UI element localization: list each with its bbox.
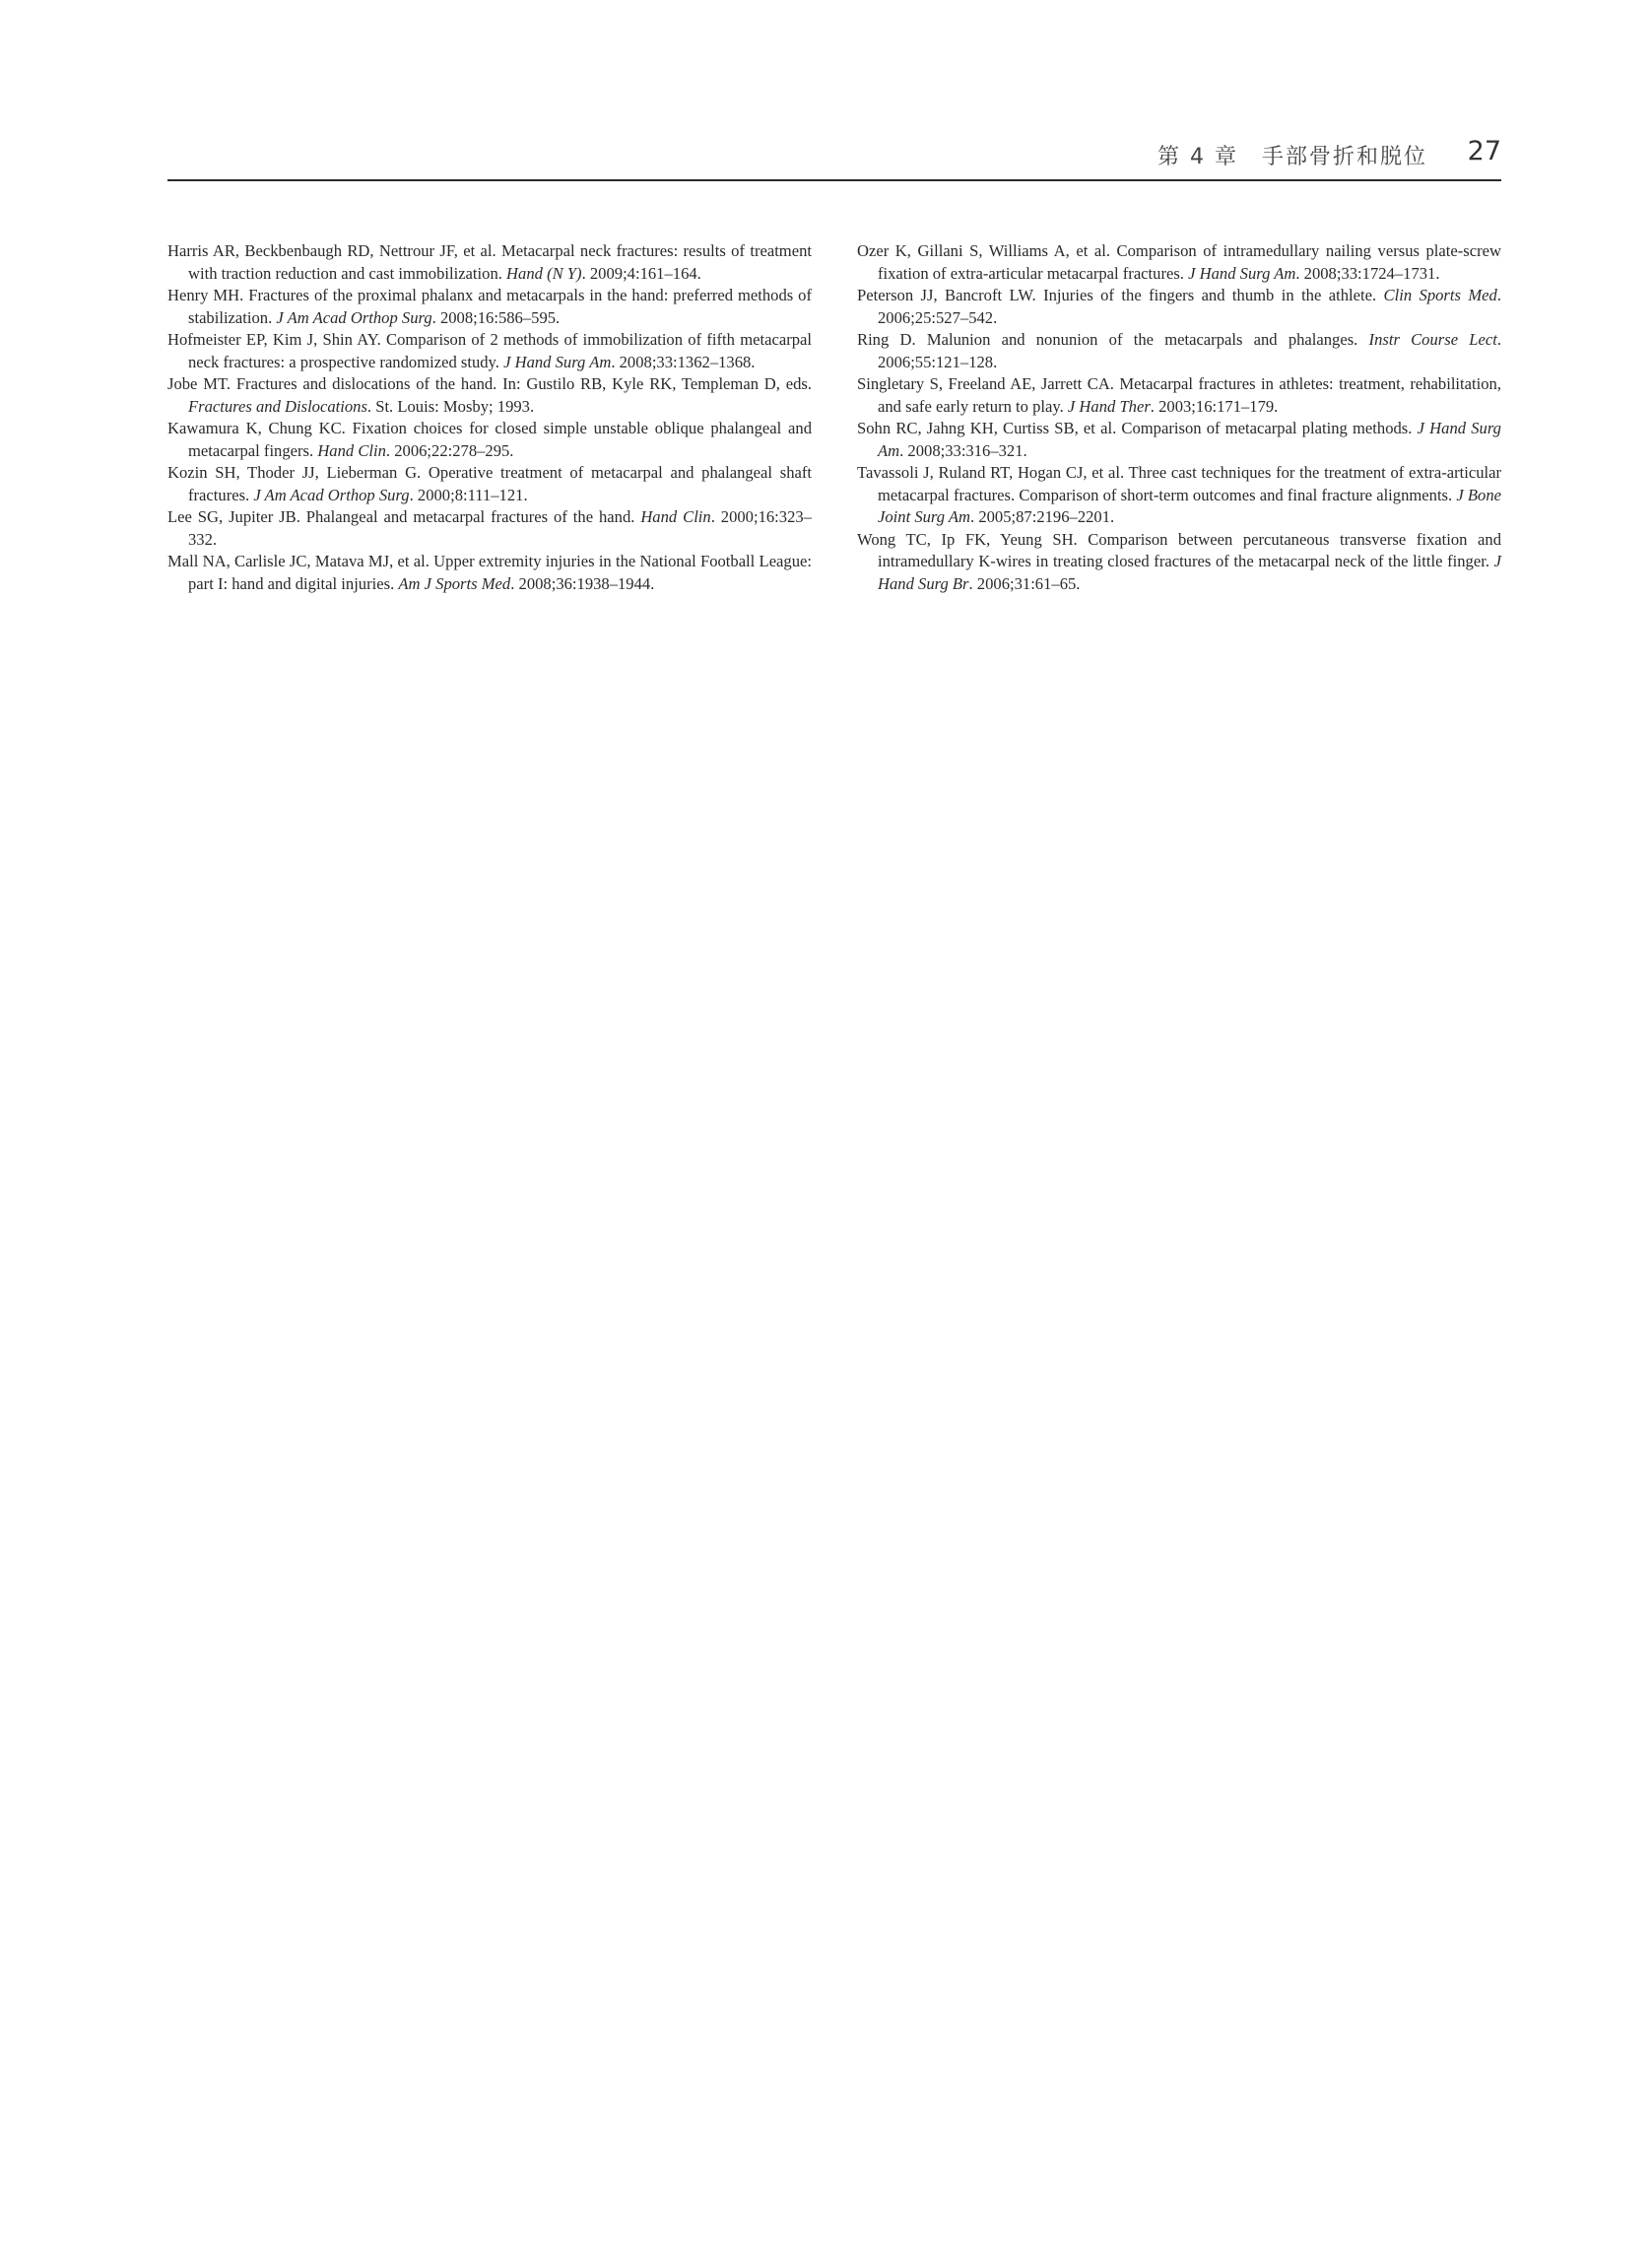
references-left-column <box>167 240 812 595</box>
reference-citation: . 2008;33:1724–1731. <box>1295 263 1440 283</box>
reference-citation: . 2003;16:171–179. <box>1150 396 1279 416</box>
reference-text: Lee SG, Jupiter JB. Phalangeal and metacarpal fractures of the hand. <box>167 507 641 526</box>
reference-citation: . 2006;55:121–128. <box>878 330 1501 371</box>
reference-citation: . 2006;22:278–295. <box>385 440 514 460</box>
reference-entry <box>857 285 1501 329</box>
reference-entry <box>167 240 812 285</box>
references-right-column <box>857 240 1501 595</box>
reference-entry <box>857 329 1501 373</box>
reference-entry <box>167 285 812 329</box>
page-header <box>167 136 1501 181</box>
reference-citation: . 2008;16:586–595. <box>431 307 561 327</box>
reference-text: Hofmeister EP, Kim J, Shin AY. Comparison of 2 methods of immobilization of fifth metacarpal neck fractures: a prospective randomized study. <box>167 330 812 371</box>
reference-journal: Am J Sports Med <box>398 573 511 593</box>
reference-journal: J Am Acad Orthop Surg <box>253 485 410 504</box>
reference-journal: Hand (N Y) <box>506 263 582 283</box>
reference-citation: . 2008;36:1938–1944. <box>510 573 655 593</box>
reference-journal: Instr Course Lect <box>1368 330 1497 349</box>
reference-citation: . 2008;33:316–321. <box>899 440 1027 460</box>
reference-text: Harris AR, Beckbenbaugh RD, Nettrour JF, et al. Metacarpal neck fractures: results of treatment with traction reduction and cast immobilization. <box>167 241 812 283</box>
reference-entry <box>857 462 1501 529</box>
reference-journal: J Hand Surg Am <box>878 419 1501 460</box>
reference-entry <box>167 506 812 551</box>
reference-text: Tavassoli J, Ruland RT, Hogan CJ, et al. Three cast techniques for the treatment of extra-articular metacarpal fractures. Comparison of short-term outcomes and final fracture alignments. <box>857 463 1501 504</box>
reference-entry <box>857 240 1501 285</box>
reference-text: Henry MH. Fractures of the proximal phalanx and metacarpals in the hand: preferred methods of stabilization. <box>167 286 812 327</box>
reference-journal: J Hand Surg Br <box>878 552 1501 593</box>
reference-citation: . 2005;87:2196–2201. <box>970 507 1115 526</box>
reference-journal: Hand Clin <box>640 507 711 526</box>
reference-citation: . 2009;4:161–164. <box>581 263 701 283</box>
reference-entry <box>857 418 1501 462</box>
reference-journal: J Hand Surg Am <box>503 352 612 371</box>
reference-citation: . 2000;8:111–121. <box>409 485 528 504</box>
reference-journal: J Hand Ther <box>1067 396 1151 416</box>
reference-citation: . 2006;25:527–542. <box>878 286 1501 327</box>
reference-journal: J Hand Surg Am <box>1188 263 1296 283</box>
reference-entry <box>857 529 1501 596</box>
page-number: 27 <box>1467 136 1501 166</box>
reference-journal: J Bone Joint Surg Am <box>878 485 1502 526</box>
reference-entry <box>167 551 812 595</box>
reference-citation: . 2006;31:61–65. <box>968 573 1081 593</box>
reference-entry <box>857 373 1501 418</box>
reference-entry <box>167 329 812 373</box>
reference-text: Jobe MT. Fractures and dislocations of the hand. In: Gustilo RB, Kyle RK, Templeman D, eds. <box>167 374 812 393</box>
reference-citation: . St. Louis: Mosby; 1993. <box>366 396 535 416</box>
reference-citation: . 2008;33:1362–1368. <box>611 352 756 371</box>
reference-journal: Hand Clin <box>317 440 386 460</box>
reference-entry <box>167 418 812 462</box>
reference-text: Mall NA, Carlisle JC, Matava MJ, et al. Upper extremity injuries in the National Football League: part I: hand and digital injuries. <box>167 552 812 593</box>
reference-citation: . 2000;16:323–332. <box>188 507 812 549</box>
running-head: 第 4 章 手部骨折和脱位 <box>1157 145 1427 169</box>
reference-journal: J Am Acad Orthop Surg <box>276 307 432 327</box>
reference-entry <box>167 462 812 506</box>
reference-text: Wong TC, Ip FK, Yeung SH. Comparison between percutaneous transverse fixation and intramedullary K-wires in treating closed fractures of the metacarpal neck of the little finger. <box>857 529 1501 570</box>
reference-entry <box>167 373 812 418</box>
reference-text: Singletary S, Freeland AE, Jarrett CA. Metacarpal fractures in athletes: treatment, rehabilitation, and safe early return to play. <box>857 374 1501 416</box>
reference-text: Ring D. Malunion and nonunion of the metacarpals and phalanges. <box>857 330 1369 349</box>
reference-journal: Clin Sports Med <box>1383 286 1497 304</box>
reference-text: Peterson JJ, Bancroft LW. Injuries of the fingers and thumb in the athlete. <box>857 286 1384 304</box>
reference-text: Kawamura K, Chung KC. Fixation choices for closed simple unstable oblique phalangeal and metacarpal fingers. <box>167 419 812 460</box>
reference-text: Kozin SH, Thoder JJ, Lieberman G. Operative treatment of metacarpal and phalangeal shaft fractures. <box>167 463 812 504</box>
reference-journal: Fractures and Dislocations <box>188 396 367 416</box>
reference-text: Sohn RC, Jahng KH, Curtiss SB, et al. Comparison of metacarpal plating methods. <box>857 419 1418 437</box>
reference-text: Ozer K, Gillani S, Williams A, et al. Comparison of intramedullary nailing versus plate-screw fixation of extra-articular metacarpal fractures. <box>857 241 1501 283</box>
